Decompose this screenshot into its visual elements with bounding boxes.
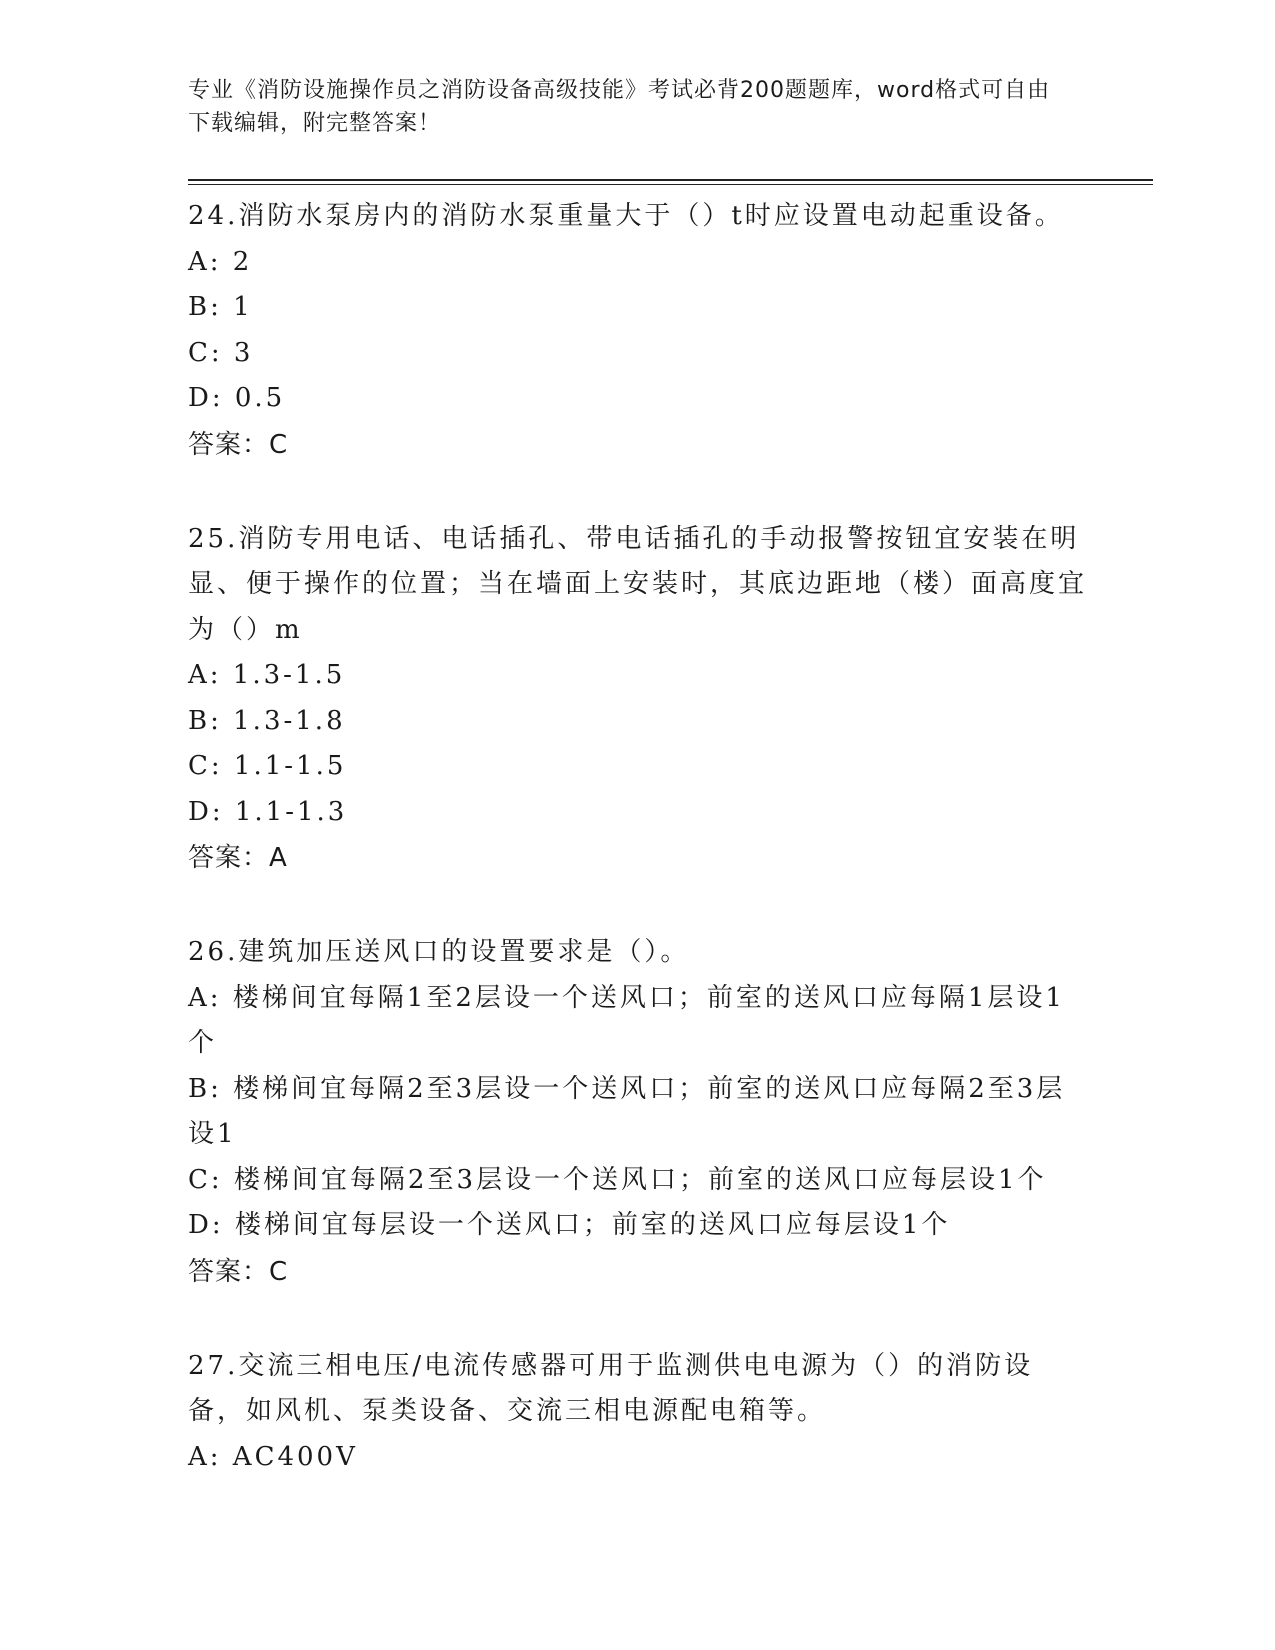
- question-list: [188, 188, 1088, 1480]
- option-d: D: 1.1-1.3: [188, 796, 348, 827]
- question-stem: 25.消防专用电话、电话插孔、带电话插孔的手动报警按钮宜安装在明显、便于操作的位置；当在墙面上安装时，其底边距地（楼）面高度宜为（）m: [188, 523, 1088, 645]
- option-b: B: 1.3-1.8: [188, 705, 346, 736]
- question-stem: 24.消防水泵房内的消防水泵重量大于（）t时应设置电动起重设备。: [188, 201, 1064, 231]
- question-stem: 26.建筑加压送风口的设置要求是（）。: [188, 937, 690, 967]
- document-intro: 专业《消防设施操作员之消防设备高级技能》考试必背200题题库，word格式可自由下载编辑，附完整答案！: [188, 78, 1051, 136]
- answer: 答案：C: [188, 1256, 289, 1287]
- option-c: C: 3: [188, 337, 254, 368]
- option-d: D: 楼梯间宜每层设一个送风口；前室的送风口应每层设1个: [188, 1210, 951, 1240]
- answer: 答案：C: [188, 429, 289, 460]
- option-a: A: 1.3-1.5: [188, 660, 346, 690]
- option-a: A: 楼梯间宜每隔1至2层设一个送风口；前室的送风口应每隔1层设1个: [188, 982, 1065, 1058]
- option-a: A: 2: [188, 246, 253, 277]
- answer: 答案：A: [188, 843, 288, 873]
- question-stem: 27.交流三相电压/电流传感器可用于监测供电电源为（）的消防设备，如风机、泵类设备、交流三相电源配电箱等。: [188, 1350, 1034, 1426]
- question-26: [188, 930, 1088, 1249]
- header-divider: [188, 179, 1153, 181]
- option-c: C: 楼梯间宜每隔2至3层设一个送风口；前室的送风口应每层设1个: [188, 1164, 1047, 1195]
- option-d: D: 0.5: [188, 383, 286, 413]
- question-25: [188, 517, 1088, 836]
- option-b: B: 楼梯间宜每隔2至3层设一个送风口；前室的送风口应每隔2至3层设1: [188, 1073, 1066, 1149]
- question-24: [188, 194, 1088, 422]
- option-b: B: 1: [188, 292, 253, 322]
- option-a: A: AC400V: [188, 1441, 358, 1472]
- header-divider-thin: [188, 184, 1153, 185]
- option-c: C: 1.1-1.5: [188, 751, 347, 781]
- question-27: [188, 1344, 1088, 1481]
